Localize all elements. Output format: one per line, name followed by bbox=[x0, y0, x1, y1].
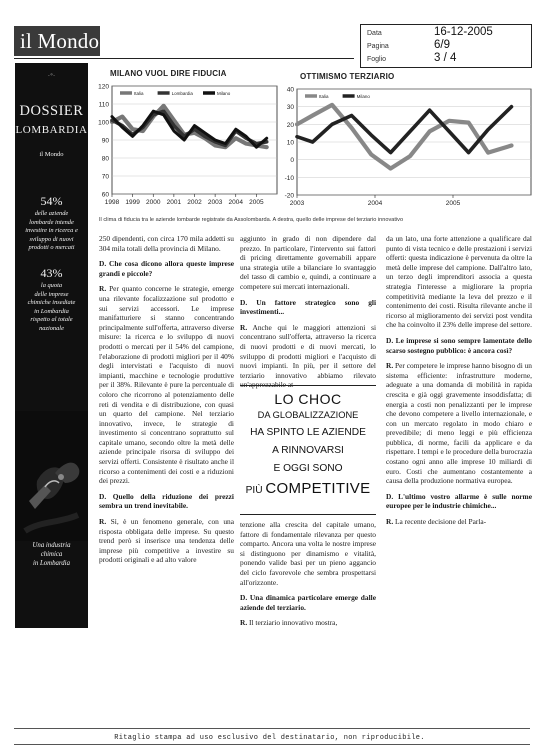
answer-text: Anche qui le maggiori attenzioni si concentrano sull'offerta, attraverso la ricerca di nuovi prodotti e di nuovi mercati, lo sviluppo di prodotti migliori e l'acquisto di nuovi impianti. In più, per il settore del terziario innovativo abbiamo rilevato un'apprezzabile at- bbox=[240, 322, 376, 390]
answer-lead: R. bbox=[240, 322, 248, 332]
interview-question: D. L'ultimo vostro allarme è sulle norme europee per le industrie chimiche... bbox=[386, 491, 532, 511]
chart2-title: OTTIMISMO TERZIARIO bbox=[300, 72, 395, 81]
sidebar-brand: il Mondo bbox=[39, 151, 64, 158]
article-column-2-top bbox=[240, 234, 376, 390]
stat2-line: la quota bbox=[40, 282, 63, 289]
chemical-industry-photo bbox=[15, 411, 88, 541]
clipping-meta-box bbox=[360, 24, 532, 68]
y-tick-label: 40 bbox=[286, 86, 294, 94]
legend-label: Italia bbox=[134, 91, 144, 96]
clipping-footer: Ritaglio stampa ad uso esclusivo del destinatario, non riproducibile. bbox=[114, 734, 425, 742]
stat2-line: in Lombardia bbox=[34, 307, 69, 315]
x-tick-label: 2003 bbox=[207, 199, 223, 206]
stat1-line: sviluppo di nuovi bbox=[29, 235, 74, 243]
x-tick-label: 2004 bbox=[228, 199, 243, 206]
interview-answer bbox=[99, 517, 234, 565]
legend-label: Italia bbox=[319, 94, 329, 99]
x-tick-label: 2004 bbox=[367, 200, 383, 207]
interview-answer bbox=[240, 323, 376, 390]
y-tick-label: 110 bbox=[98, 101, 109, 109]
x-tick-label: 2005 bbox=[249, 199, 264, 206]
x-tick-label: 1999 bbox=[125, 199, 140, 206]
y-tick-label: 90 bbox=[101, 137, 109, 145]
y-tick-label: 120 bbox=[98, 83, 109, 91]
answer-text: Sì, è un fenomeno generale, con una risposta obbligata delle imprese. Su questo trend però si inserisce una tendenza delle imprese più competitive a investire su prodotti originali e ad alto valore bbox=[99, 517, 234, 565]
chart-ottimismo-terziario bbox=[283, 85, 535, 209]
meta-data-value: 16-12-2005 bbox=[434, 26, 493, 38]
sidebar-title: DOSSIER bbox=[19, 103, 84, 119]
answer-text: Per competere le imprese hanno bisogno di un sistema efficiente: infrastrutture moderne, adeguate a una domanda di mobilità in rapida crescita e già oggi gravemente insoddisfatta; di energia a costi non penalizzanti per le imprese che devono competere a livello internazionale, e con un mercato regolato in modo chiaro e prevedibile; di meno leggi e più efficienza pubblica, di norme, facili da applicare e da rispettare. I tempi e le procedure della burocrazia costano ogni anno alle imprese 10 miliardi di euro. Costi che aumentano costantemente a causa della produzione normativa europea. bbox=[386, 361, 532, 486]
caption-line: Una industria bbox=[32, 542, 71, 549]
stat2-line: chimiche insediate bbox=[27, 299, 76, 307]
dossier-sidebar bbox=[15, 63, 88, 628]
y-tick-label: 60 bbox=[101, 191, 109, 199]
interview-question: D. Che cosa dicono allora queste imprese grandi e piccole? bbox=[99, 259, 234, 278]
sidebar-photo-caption bbox=[17, 541, 86, 568]
footer-rule-top bbox=[14, 728, 530, 729]
stat1-line: prodotti o mercati bbox=[28, 244, 75, 252]
stat2-line: rispetto al totale bbox=[30, 316, 73, 324]
legend-label: Milano bbox=[217, 91, 231, 96]
x-tick-label: 2005 bbox=[445, 200, 461, 207]
body-paragraph: tenzione alla crescita del capitale umano, fattore di fondamentale rilevanza per questo comparto. Ancora una volta le nostre imprese si distinguono per dinamismo e vitalità, ponendo valide basi per un pieno aggancio del ciclo favorevole che sembra prospettarsi all'orizzonte. bbox=[240, 520, 376, 587]
y-tick-label: 0 bbox=[290, 157, 294, 165]
y-tick-label: 80 bbox=[101, 155, 109, 163]
meta-pagina-label: Pagina bbox=[367, 43, 389, 50]
legend-label: Lombardia bbox=[171, 91, 193, 96]
legend-label: Milano bbox=[356, 94, 370, 99]
answer-lead: R. bbox=[99, 517, 107, 527]
pull-quote-line: LO CHOC bbox=[274, 391, 342, 407]
stat1-line: lombarde intende bbox=[29, 218, 74, 226]
answer-lead: R. bbox=[386, 361, 394, 371]
footer-rule-bottom bbox=[14, 744, 530, 745]
meta-data-label: Data bbox=[367, 30, 382, 37]
article-column-2-bottom bbox=[240, 520, 376, 628]
sidebar-ornament: ·ᐤ· bbox=[47, 72, 56, 80]
pull-quote-competitive: COMPETITIVE bbox=[265, 480, 371, 497]
body-paragraph: 250 dipendenti, con circa 170 mila addetti su 304 mila totali della provincia di Milano. bbox=[99, 234, 234, 253]
interview-answer bbox=[99, 284, 234, 485]
masthead-logo: il Mondo bbox=[14, 26, 100, 56]
meta-foglio-value: 3 / 4 bbox=[434, 52, 457, 64]
answer-text: Il terziario innovativo mostra, bbox=[247, 618, 338, 628]
y-tick-label: -10 bbox=[284, 174, 294, 182]
stat1-line: investire in ricerca e bbox=[25, 227, 78, 235]
pull-quote-piu: PIÙ bbox=[245, 485, 263, 496]
body-paragraph: da un lato, una forte attenzione a qualificare dal punto di vista tecnico e delle prestazioni i servizi offerti: questa indicazione è pervenuta da oltre la metà delle imprese del campione. Dall'altro lato, un terzo degli imprenditori associa a questa strategia l'interesse a migliorare la propria competitività mediante la leva del prezzo e il contenimento dei costi. Risulta rilevante anche il ricorso al miglioramento dei servizi post vendita che ha coinvolto il 23% delle imprese del settore. bbox=[386, 234, 532, 330]
interview-answer bbox=[386, 361, 532, 486]
pull-quote-line: A RINNOVARSI bbox=[272, 445, 344, 456]
pull-quote-line: DA GLOBALIZZAZIONE bbox=[257, 410, 359, 420]
interview-question: D. Un fattore strategico sono gli investimenti... bbox=[240, 297, 376, 317]
caption-line: in Lombardia bbox=[33, 560, 70, 567]
answer-text: Per quanto concerne le strategie, emerge una rilevante focalizzazione sul prodotto e sui servizi accessori. Le imprese manifatturiere si stanno concentrando principalmente sull'offerta, attraverso diverse misure: la ricerca e lo sviluppo di nuovi prodotti o mercati per il 54% del campione, l'elaborazione di prodotti migliori per il 40% degli intervistati e l'acquisto di nuovi impianti, macchine e tecnologie produttive per il 38%. Rilevante è pure la percentuale di coloro che ricorrono al potenziamento delle reti di vendita e di distribuzione, con quasi un quarto del campione. Nel terziario innovativo, invece, le strategie di investimento si concentrano soprattutto sul capitale umano, secondo oltre la metà delle aziende principale risorsa di sviluppo dei servizi offerti. Consistente è risultato anche il ricorso a contenimenti dei costi e a riduzioni dei prezzi. bbox=[99, 284, 234, 486]
x-tick-label: 1998 bbox=[104, 199, 120, 206]
answer-lead: R. bbox=[99, 284, 107, 294]
y-tick-label: 20 bbox=[286, 121, 294, 129]
y-tick-label: 100 bbox=[98, 119, 109, 127]
interview-question: D. Una dinamica particolare emerge dalle aziende del terziario. bbox=[240, 593, 376, 612]
meta-foglio-label: Foglio bbox=[367, 56, 387, 63]
chart-milano-fiducia bbox=[96, 80, 281, 208]
sidebar-stat1-value: 54% bbox=[40, 194, 63, 208]
y-tick-label: 70 bbox=[101, 173, 109, 181]
answer-text: La recente decisione del Parla- bbox=[393, 517, 487, 527]
stat1-line: delle aziende bbox=[34, 210, 69, 217]
x-tick-label: 2001 bbox=[166, 199, 182, 206]
sidebar-stat2-text bbox=[18, 282, 85, 334]
figure-caption: Il clima di fiducia tra le aziende lombarde registrate da Assolombarda. A destra, quello delle imprese del terziario innovativo bbox=[99, 217, 404, 223]
stat2-line: delle imprese bbox=[34, 290, 69, 298]
y-tick-label: -20 bbox=[284, 192, 294, 200]
interview-question: D. Le imprese si sono sempre lamentate dello scarso sostegno pubblico: è ancora così? bbox=[386, 335, 532, 355]
sidebar-region: LOMBARDIA bbox=[15, 124, 88, 136]
sidebar-stat2-value: 43% bbox=[40, 266, 63, 280]
stat2-line: nazionale bbox=[39, 324, 64, 332]
answer-lead: R. bbox=[386, 517, 394, 527]
interview-answer bbox=[386, 517, 532, 527]
interview-answer bbox=[240, 618, 376, 628]
x-tick-label: 2000 bbox=[146, 199, 161, 206]
pull-quote bbox=[240, 385, 376, 515]
x-tick-label: 2003 bbox=[289, 200, 305, 207]
pull-quote-line: HA SPINTO LE AZIENDE bbox=[250, 427, 366, 438]
masthead-rule bbox=[14, 58, 354, 59]
x-tick-label: 2002 bbox=[187, 199, 202, 206]
chart1-title: MILANO VUOL DIRE FIDUCIA bbox=[110, 69, 227, 78]
pull-quote-line-6 bbox=[240, 480, 376, 497]
answer-lead: R. bbox=[240, 618, 248, 628]
sidebar-stat1-text bbox=[18, 210, 85, 253]
body-paragraph: aggiunto in grado di non dipendere dal prezzo. In particolare, l'intervento sui fattori di pricing direttamente governabili appare una strategia utile a bilanciare lo svantaggio del tasso di cambio e, quindi, a continuare a competere sui mercati internazionali. bbox=[240, 234, 376, 291]
pull-quote-line: E OGGI SONO bbox=[273, 463, 343, 474]
meta-pagina-value: 6/9 bbox=[434, 39, 450, 51]
y-tick-label: 10 bbox=[286, 139, 294, 147]
article-column-3 bbox=[386, 234, 532, 527]
caption-line: chimica bbox=[40, 551, 63, 558]
y-tick-label: 30 bbox=[286, 104, 294, 112]
interview-question: D. Quello della riduzione dei prezzi sembra un trend inevitabile. bbox=[99, 491, 234, 511]
article-column-1 bbox=[99, 234, 234, 565]
